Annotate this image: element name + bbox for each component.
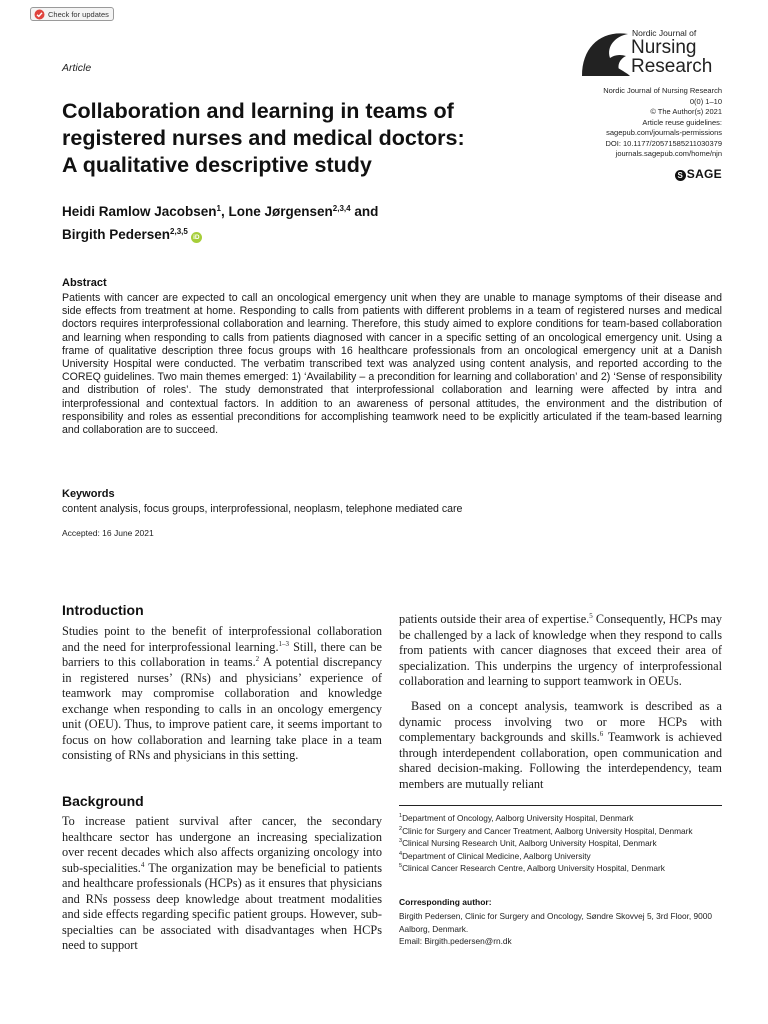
affiliation-item xyxy=(399,862,722,875)
introduction-paragraph xyxy=(62,624,382,764)
journal-logo-line2: Research xyxy=(631,56,713,77)
author-list: Heidi Ramlow Jacobsen$^1$, Lone Jørgensen$^{2,3,4}$ and Birgith Pedersen$^{2,3,5}$iD xyxy=(62,204,379,242)
footnote-divider xyxy=(399,805,722,806)
meta-permissions-link[interactable]: sagepub.com/journals-permissions xyxy=(606,128,722,137)
meta-reuse-label: Article reuse guidelines: xyxy=(642,117,722,127)
author-name: Birgith Pedersen xyxy=(62,227,171,242)
affiliation-number: 2 xyxy=(399,825,403,832)
abstract-heading: Abstract xyxy=(62,277,107,289)
keywords-text: content analysis, focus groups, interprofessional, neoplasm, telephone mediated care xyxy=(62,503,463,515)
affiliation-text: Clinical Nursing Research Unit, Aalborg University Hospital, Denmark xyxy=(402,838,657,848)
affiliation-number: 4 xyxy=(399,850,403,857)
background-text: To increase patient survival after cancer, the secondary healthcare sector has undergone an increasing specialization over recent decades which also affects organizing oncology into sub-specialities. xyxy=(62,814,382,875)
journal-metadata xyxy=(502,86,722,160)
citation-sup: 2 xyxy=(255,655,260,663)
intro-text: Studies point to the benefit of interprofessional collaboration and the need for interprofessional learning. xyxy=(62,624,382,654)
meta-doi[interactable]: DOI: 10.1177/20571585211030379 xyxy=(605,138,722,148)
body-text: Based on a concept analysis, teamwork is described as a dynamic process involving two or more HCPs with complementary backgrounds and skills. xyxy=(399,699,722,744)
affiliation-text: Clinical Cancer Research Centre, Aalborg University Hospital, Denmark xyxy=(402,863,665,873)
affiliations-list xyxy=(399,812,722,875)
author-affiliation-sup: 1 xyxy=(216,204,221,213)
corresponding-author-address: Birgith Pedersen, Clinic for Surgery and Oncology, Søndre Skovvej 5, 3rd Floor, 9000 Aalborg, Denmark. xyxy=(399,911,712,934)
meta-volume: 0(0) 1–10 xyxy=(689,96,722,106)
author-name: Heidi Ramlow Jacobsen xyxy=(62,204,217,219)
background-paragraph xyxy=(62,814,382,954)
sage-s-icon: S xyxy=(675,170,686,181)
accepted-date: Accepted: 16 June 2021 xyxy=(62,528,154,538)
publisher-logo xyxy=(675,167,722,181)
intro-text: A potential discrepancy in registered nurses’ (RNs) and physicians’ experience of teamwork may compromise collaboration and knowledge exchange when responding to calls in an oncology emergency unit (OEU). Thus, to improve patient care, it seems important to focus on how collaboration and learning take place in a team consisting of RNs and physicians in this setting. xyxy=(62,655,382,762)
check-for-updates-label: Check for updates xyxy=(48,10,109,19)
right-column-paragraph-2 xyxy=(399,699,722,792)
meta-journal-home-link[interactable]: journals.sagepub.com/home/njn xyxy=(615,149,722,158)
body-text: Teamwork is achieved through interdependent collaboration, open communication and shared decision-making. Following the interdependency, team members are mutually reliant xyxy=(399,730,722,791)
update-check-icon xyxy=(34,9,45,20)
author-name: Lone Jørgensen xyxy=(228,204,333,219)
corresponding-author-email[interactable]: Email: Birgith.pedersen@rn.dk xyxy=(399,936,512,946)
affiliation-number: 5 xyxy=(399,863,403,869)
author-affiliation-sup: 2,3,4 xyxy=(332,204,351,213)
author-conjunction: and xyxy=(354,204,379,219)
citation-sup: 5 xyxy=(589,612,593,620)
meta-copyright: © The Author(s) 2021 xyxy=(650,107,722,116)
citation-sup: 6 xyxy=(599,730,604,738)
affiliation-item xyxy=(399,812,722,825)
background-text: The organization may be beneficial to patients and healthcare professionals (HCPs) as it ensures that physicians and RNs possess deep knowledge about treatment modalities and side effects regarding specific patient groups. However, sub-specialties can be associated with disadvantages when HCPs need to support xyxy=(62,860,382,952)
affiliation-text: Clinic for Surgery and Cancer Treatment, Aalborg University Hospital, Denmark xyxy=(402,825,693,836)
article-title xyxy=(62,98,522,179)
body-text: Consequently, HCPs may be challenged by a lack of knowledge when they respond to calls from patients with cancer diagnoses that exceed their area of specialization. This underpins the urgency of interprofessional collaboration and learning to support teamwork in OEUs. xyxy=(399,612,722,688)
citation-sup: 4 xyxy=(140,860,145,869)
publisher-name: SAGE xyxy=(686,167,722,181)
intro-text: Still, there can be barriers to this collaboration in teams. xyxy=(62,639,383,669)
author-affiliation-sup: 2,3,5 xyxy=(170,227,188,236)
affiliation-number: 3 xyxy=(399,838,403,844)
affiliation-item xyxy=(399,825,722,838)
right-column-paragraph-1 xyxy=(399,612,722,690)
citation-sup: 1–3 xyxy=(278,639,290,648)
journal-logo-small-text: Nordic Journal of xyxy=(632,28,697,38)
affiliation-item xyxy=(399,850,722,863)
body-text: patients outside their area of expertise. xyxy=(399,612,590,626)
title-line-1: Collaboration and learning in teams of xyxy=(62,99,454,123)
meta-journal-name: Nordic Journal of Nursing Research xyxy=(603,86,722,95)
affiliation-number: 1 xyxy=(399,813,403,819)
affiliation-text: Department of Clinical Medicine, Aalborg University xyxy=(402,850,591,861)
journal-logo-line1: Nursing xyxy=(631,37,697,58)
keywords-heading: Keywords xyxy=(62,488,115,500)
corresponding-author-details xyxy=(399,910,722,948)
abstract-text: Patients with cancer are expected to call an oncological emergency unit when they are unable to manage symptoms of their disease and side effects from treatment at home. Responding to calls from patients with different problems in a team of registered nurses and medical doctors requires interprofessional collaboration and learning. Therefore, this study aimed to explore conditions for team-based collaboration and learning when responding to calls from patients diagnosed with cancer in a specific setting of an oncological emergency unit. Using a frame of qualitative description three focus groups with 16 healthcare professionals from an oncological emergency unit at a Danish University Hospital were conducted. The verbatim transcribed text was analyzed using content analysis, and reported according to the COREQ guidelines. Two main themes emerged: 1) ‘Availability – a precondition for learning and collaboration’ and 2) ‘Sense of responsibility and distribution of roles’. The study demonstrated that interprofessional collaboration and learning were affected by intra and interprofessional and contextual factors. In addition to an awareness of personal attitudes, the environment and the distribution of responsibility and roles as essential preconditions for accomplishing teamwork need to be explicitly articulated if the team-based learning and collaboration are to succeed. xyxy=(62,292,722,437)
title-line-2: registered nurses and medical doctors: xyxy=(62,126,465,150)
article-type-label: Article xyxy=(62,62,92,74)
title-line-3: A qualitative descriptive study xyxy=(62,153,372,177)
journal-logo-name xyxy=(631,38,712,76)
corresponding-author-heading: Corresponding author: xyxy=(399,897,492,907)
affiliation-item xyxy=(399,837,722,850)
orcid-icon[interactable]: iD xyxy=(191,232,202,243)
check-for-updates-badge[interactable] xyxy=(30,7,114,21)
background-heading: Background xyxy=(62,793,144,809)
affiliation-text: Department of Oncology, Aalborg University Hospital, Denmark xyxy=(402,813,634,823)
introduction-heading: Introduction xyxy=(62,602,144,618)
